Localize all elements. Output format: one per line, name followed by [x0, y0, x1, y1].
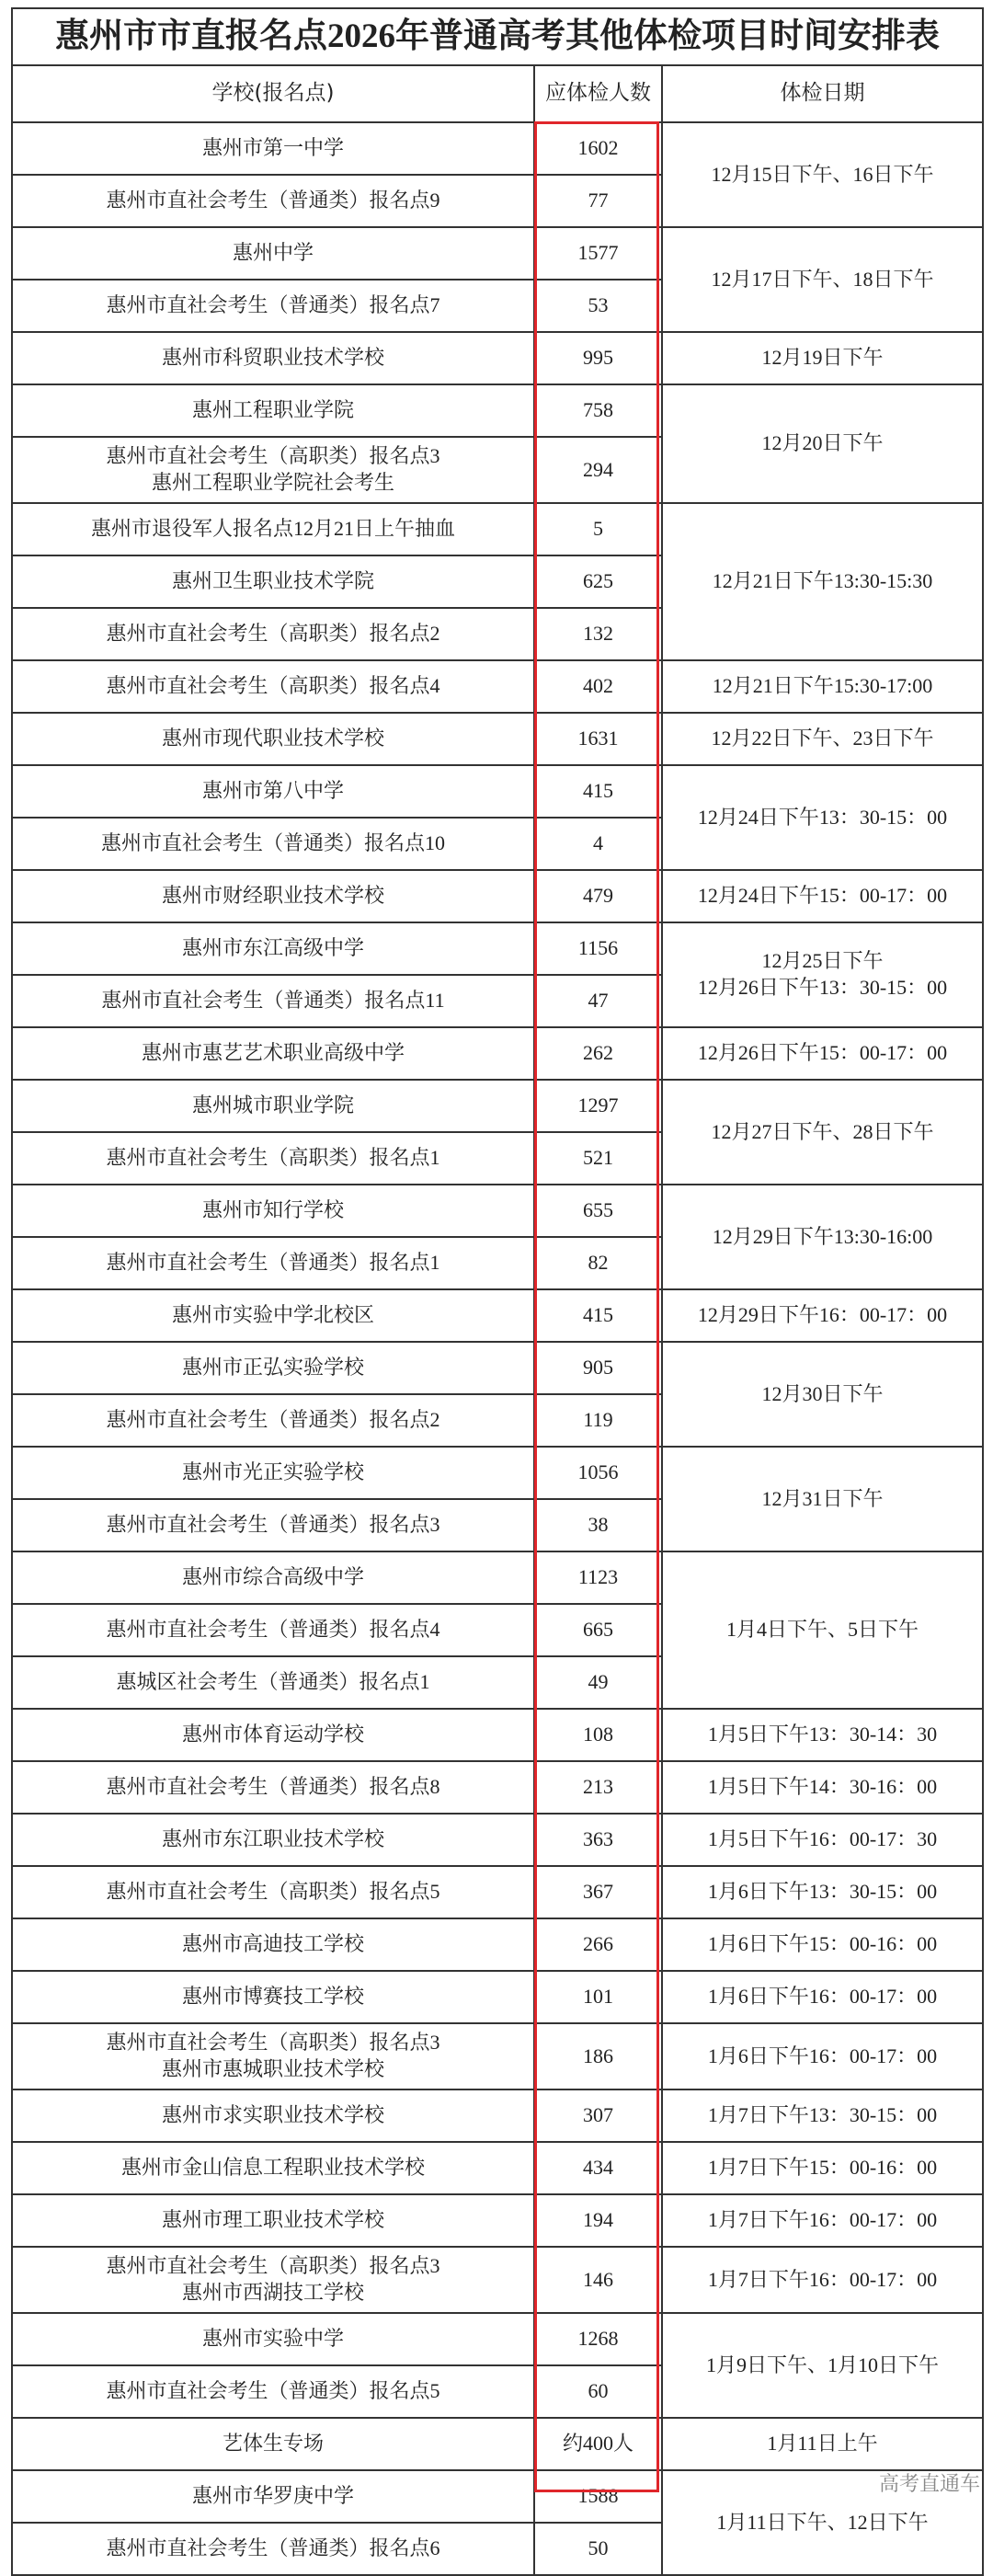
school-cell: 惠州市博赛技工学校 — [12, 1971, 534, 2023]
school-cell: 惠州市科贸职业技术学校 — [12, 332, 534, 384]
date-cell: 12月26日下午15：00-17：00 — [662, 1027, 983, 1080]
school-cell: 惠州城市职业学院 — [12, 1080, 534, 1132]
table-body — [12, 122, 983, 2575]
table-row — [12, 1551, 983, 1604]
count-cell: 1123 — [534, 1551, 662, 1604]
count-cell: 53 — [534, 280, 662, 332]
school-cell: 惠州市直社会考生（高职类）报名点3 惠州市西湖技工学校 — [12, 2247, 534, 2313]
count-cell: 108 — [534, 1709, 662, 1761]
school-cell: 惠州市直社会考生（普通类）报名点3 — [12, 1499, 534, 1551]
count-cell: 625 — [534, 555, 662, 608]
date-cell: 12月22日下午、23日下午 — [662, 713, 983, 765]
count-cell: 367 — [534, 1866, 662, 1918]
date-cell: 1月6日下午16：00-17：00 — [662, 1971, 983, 2023]
column-header-school: 学校(报名点) — [12, 65, 534, 122]
count-cell: 294 — [534, 437, 662, 503]
count-cell: 402 — [534, 660, 662, 713]
schedule-table-container — [11, 7, 982, 2576]
date-cell: 1月7日下午16：00-17：00 — [662, 2247, 983, 2313]
school-cell: 惠州市第八中学 — [12, 765, 534, 818]
count-cell: 655 — [534, 1185, 662, 1237]
date-cell: 12月31日下午 — [662, 1447, 983, 1551]
table-row — [12, 765, 983, 818]
date-cell: 12月17日下午、18日下午 — [662, 227, 983, 332]
count-cell: 266 — [534, 1918, 662, 1971]
table-row — [12, 1289, 983, 1342]
date-cell: 12月25日下午 12月26日下午13：30-15：00 — [662, 922, 983, 1027]
count-cell: 60 — [534, 2365, 662, 2418]
school-cell: 惠州市直社会考生（普通类）报名点10 — [12, 818, 534, 870]
school-cell: 惠州市实验中学北校区 — [12, 1289, 534, 1342]
school-cell: 惠州市体育运动学校 — [12, 1709, 534, 1761]
school-cell: 惠州市直社会考生（普通类）报名点8 — [12, 1761, 534, 1814]
date-cell: 1月6日下午15：00-16：00 — [662, 1918, 983, 1971]
school-cell: 惠州中学 — [12, 227, 534, 280]
table-row — [12, 332, 983, 384]
date-cell: 12月24日下午13：30-15：00 — [662, 765, 983, 870]
date-cell: 1月9日下午、1月10日下午 — [662, 2313, 983, 2418]
school-cell: 惠州市金山信息工程职业技术学校 — [12, 2142, 534, 2194]
count-cell: 307 — [534, 2089, 662, 2142]
table-row — [12, 2194, 983, 2247]
school-cell: 惠州市直社会考生（高职类）报名点3 惠州工程职业学院社会考生 — [12, 437, 534, 503]
date-cell: 12月29日下午13:30-16:00 — [662, 1185, 983, 1289]
table-row — [12, 122, 983, 175]
school-cell: 惠州工程职业学院 — [12, 384, 534, 437]
table-row — [12, 1866, 983, 1918]
date-cell: 1月11日上午 — [662, 2418, 983, 2470]
date-cell: 12月24日下午15：00-17：00 — [662, 870, 983, 922]
table-row — [12, 1027, 983, 1080]
count-cell: 119 — [534, 1394, 662, 1447]
count-cell: 186 — [534, 2023, 662, 2089]
date-cell: 1月7日下午15：00-16：00 — [662, 2142, 983, 2194]
date-cell: 1月5日下午16：00-17：30 — [662, 1814, 983, 1866]
table-header-row — [12, 65, 983, 122]
table-row — [12, 1709, 983, 1761]
school-cell: 惠州市直社会考生（普通类）报名点5 — [12, 2365, 534, 2418]
table-row — [12, 503, 983, 555]
count-cell: 132 — [534, 608, 662, 660]
date-cell: 1月11日下午、12日下午 — [662, 2470, 983, 2575]
school-cell: 惠州市第一中学 — [12, 122, 534, 175]
count-cell: 434 — [534, 2142, 662, 2194]
school-cell: 惠州市华罗庚中学 — [12, 2470, 534, 2523]
table-row — [12, 2142, 983, 2194]
school-cell: 惠州市惠艺艺术职业高级中学 — [12, 1027, 534, 1080]
date-cell: 12月19日下午 — [662, 332, 983, 384]
page-title: 惠州市市直报名点2026年普通高考其他体检项目时间安排表 — [12, 8, 983, 65]
date-cell: 12月20日下午 — [662, 384, 983, 503]
table-row — [12, 2023, 983, 2089]
count-cell: 82 — [534, 1237, 662, 1289]
date-cell: 1月6日下午13：30-15：00 — [662, 1866, 983, 1918]
table-row — [12, 2247, 983, 2313]
count-cell: 4 — [534, 818, 662, 870]
school-cell: 惠州卫生职业技术学院 — [12, 555, 534, 608]
table-row — [12, 870, 983, 922]
school-cell: 惠州市光正实验学校 — [12, 1447, 534, 1499]
school-cell: 惠州市直社会考生（普通类）报名点11 — [12, 975, 534, 1027]
count-cell: 101 — [534, 1971, 662, 2023]
table-row — [12, 1185, 983, 1237]
count-cell: 995 — [534, 332, 662, 384]
school-cell: 惠州市综合高级中学 — [12, 1551, 534, 1604]
table-row — [12, 713, 983, 765]
school-cell: 惠城区社会考生（普通类）报名点1 — [12, 1656, 534, 1709]
table-row — [12, 1918, 983, 1971]
date-cell: 12月15日下午、16日下午 — [662, 122, 983, 227]
school-cell: 惠州市直社会考生（普通类）报名点2 — [12, 1394, 534, 1447]
count-cell: 1631 — [534, 713, 662, 765]
count-cell: 146 — [534, 2247, 662, 2313]
table-row — [12, 2418, 983, 2470]
school-cell: 惠州市东江高级中学 — [12, 922, 534, 975]
count-cell: 47 — [534, 975, 662, 1027]
school-cell: 惠州市理工职业技术学校 — [12, 2194, 534, 2247]
date-cell: 1月4日下午、5日下午 — [662, 1551, 983, 1709]
school-cell: 惠州市财经职业技术学校 — [12, 870, 534, 922]
school-cell: 惠州市正弘实验学校 — [12, 1342, 534, 1394]
school-cell: 惠州市直社会考生（高职类）报名点1 — [12, 1132, 534, 1185]
count-cell: 521 — [534, 1132, 662, 1185]
count-cell: 194 — [534, 2194, 662, 2247]
school-cell: 惠州市知行学校 — [12, 1185, 534, 1237]
count-cell: 363 — [534, 1814, 662, 1866]
date-cell: 1月6日下午16：00-17：00 — [662, 2023, 983, 2089]
table-row — [12, 2089, 983, 2142]
count-cell: 1156 — [534, 922, 662, 975]
table-row — [12, 227, 983, 280]
school-cell: 惠州市直社会考生（普通类）报名点9 — [12, 175, 534, 227]
school-cell: 惠州市直社会考生（高职类）报名点3 惠州市惠城职业技术学校 — [12, 2023, 534, 2089]
count-cell: 415 — [534, 765, 662, 818]
count-cell: 38 — [534, 1499, 662, 1551]
count-cell: 758 — [534, 384, 662, 437]
table-row — [12, 1447, 983, 1499]
count-cell: 1056 — [534, 1447, 662, 1499]
school-cell: 惠州市直社会考生（高职类）报名点2 — [12, 608, 534, 660]
school-cell: 惠州市实验中学 — [12, 2313, 534, 2365]
table-row — [12, 922, 983, 975]
table-row — [12, 2470, 983, 2523]
count-cell: 5 — [534, 503, 662, 555]
watermark: 高考直通车 — [878, 2473, 980, 2496]
school-cell: 惠州市直社会考生（普通类）报名点6 — [12, 2523, 534, 2575]
table-row — [12, 1971, 983, 2023]
date-cell: 12月21日下午15:30-17:00 — [662, 660, 983, 713]
table-row — [12, 1342, 983, 1394]
count-cell: 1577 — [534, 227, 662, 280]
count-cell: 49 — [534, 1656, 662, 1709]
school-cell: 惠州市退役军人报名点12月21日上午抽血 — [12, 503, 534, 555]
count-cell: 77 — [534, 175, 662, 227]
school-cell: 惠州市高迪技工学校 — [12, 1918, 534, 1971]
count-cell: 905 — [534, 1342, 662, 1394]
count-cell: 50 — [534, 2523, 662, 2575]
date-cell: 12月30日下午 — [662, 1342, 983, 1447]
school-cell: 惠州市求实职业技术学校 — [12, 2089, 534, 2142]
school-cell: 惠州市直社会考生（普通类）报名点1 — [12, 1237, 534, 1289]
count-cell: 665 — [534, 1604, 662, 1656]
count-cell: 约400人 — [534, 2418, 662, 2470]
school-cell: 惠州市直社会考生（普通类）报名点7 — [12, 280, 534, 332]
date-cell: 12月27日下午、28日下午 — [662, 1080, 983, 1185]
table-row — [12, 1080, 983, 1132]
date-cell: 12月21日下午13:30-15:30 — [662, 503, 983, 660]
date-cell: 1月7日下午16：00-17：00 — [662, 2194, 983, 2247]
count-cell: 415 — [534, 1289, 662, 1342]
table-row — [12, 2313, 983, 2365]
date-cell: 1月5日下午14：30-16：00 — [662, 1761, 983, 1814]
school-cell: 惠州市直社会考生（普通类）报名点4 — [12, 1604, 534, 1656]
school-cell: 惠州市直社会考生（高职类）报名点4 — [12, 660, 534, 713]
table-row — [12, 1761, 983, 1814]
count-cell: 213 — [534, 1761, 662, 1814]
school-cell: 惠州市现代职业技术学校 — [12, 713, 534, 765]
school-cell: 惠州市东江职业技术学校 — [12, 1814, 534, 1866]
count-cell: 1602 — [534, 122, 662, 175]
count-cell: 262 — [534, 1027, 662, 1080]
table-row — [12, 1814, 983, 1866]
count-cell: 479 — [534, 870, 662, 922]
column-header-count: 应体检人数 — [534, 65, 662, 122]
count-cell: 1297 — [534, 1080, 662, 1132]
table-row — [12, 384, 983, 437]
column-header-date: 体检日期 — [662, 65, 983, 122]
count-cell: 1588 — [534, 2470, 662, 2523]
table-row — [12, 660, 983, 713]
date-cell: 1月5日下午13：30-14：30 — [662, 1709, 983, 1761]
school-cell: 艺体生专场 — [12, 2418, 534, 2470]
date-cell: 1月7日下午13：30-15：00 — [662, 2089, 983, 2142]
count-cell: 1268 — [534, 2313, 662, 2365]
school-cell: 惠州市直社会考生（高职类）报名点5 — [12, 1866, 534, 1918]
date-cell: 12月29日下午16：00-17：00 — [662, 1289, 983, 1342]
schedule-table — [11, 7, 984, 2576]
